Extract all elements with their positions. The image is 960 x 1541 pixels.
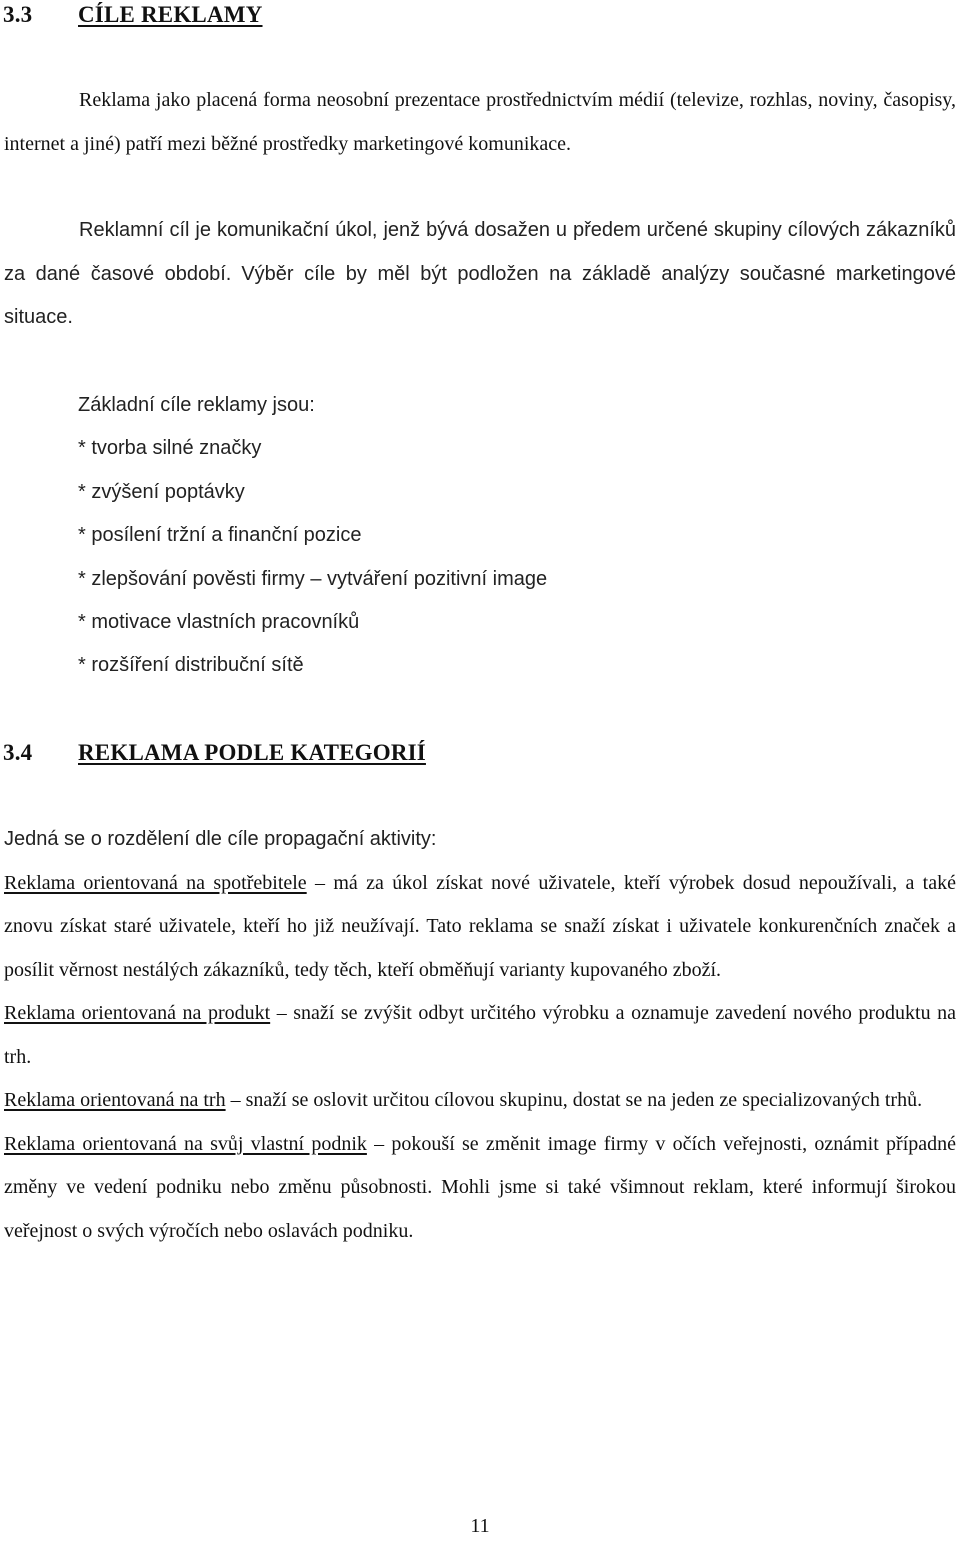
category-item: Reklama orientovaná na trh – snaží se oslovit určitou cílovou skupinu, dostat se na jeden ze specializovaných trhů. bbox=[4, 1089, 923, 1111]
categories-block bbox=[4, 818, 956, 1253]
list-item: * zlepšování pověsti firmy – vytváření pozitivní image bbox=[78, 567, 548, 590]
section-title: CÍLE REKLAMY bbox=[78, 2, 263, 27]
category-item: Reklama orientovaná na produkt – snaží se zvýšit odbyt určitého výrobku a oznamuje zavedení nového produktu na trh. bbox=[4, 1002, 956, 1068]
list-item: * rozšíření distribuční sítě bbox=[78, 654, 304, 677]
category-item: Reklama orientovaná na svůj vlastní podnik – pokouší se změnit image firmy v očích veřejnosti, oznámit případné změny ve vedení podniku nebo změnu působnosti. Mohli jsme si také všimnout reklam, které informují širokou veřejnost o svých výročích nebo oslavách podniku. bbox=[4, 1132, 957, 1242]
category-term: Reklama orientovaná na spotřebitele bbox=[4, 871, 307, 894]
section-heading-3-3 bbox=[3, 2, 263, 28]
section-number: 3.3 bbox=[3, 2, 33, 27]
category-term: Reklama orientovaná na svůj vlastní podnik bbox=[4, 1132, 367, 1155]
section-heading-3-4 bbox=[3, 740, 426, 766]
category-item: Reklama orientovaná na spotřebitele – má za úkol získat nové uživatele, kteří výrobek dosud nepoužívali, a také znovu získat staré uživatele, kteří ho již neužívají. Tato reklama se snaží získat i uživatele konkurenčních značek a posílit věrnost nestálých zákazníků, tedy těch, kteří obměňují varianty kupovaného zboží. bbox=[4, 871, 956, 981]
paragraph-goal-part2: Výběr cíle by měl být podložen na základě analýzy současné marketingové situace. bbox=[4, 262, 956, 328]
category-term: Reklama orientovaná na produkt bbox=[4, 1002, 271, 1024]
paragraph-intro: Reklama jako placená forma neosobní prezentace prostřednictvím médií (televize, rozhlas, noviny, časopisy, internet a jiné) patří mezi běžné prostředky marketingové komunikace. bbox=[4, 89, 956, 155]
list-item: * posílení tržní a finanční pozice bbox=[78, 524, 362, 547]
list-item: * zvýšení poptávky bbox=[78, 480, 245, 503]
list-item: * tvorba silné značky bbox=[78, 437, 262, 460]
section-number: 3.4 bbox=[3, 740, 33, 765]
goals-list bbox=[78, 384, 547, 688]
paragraph-goal bbox=[4, 209, 956, 340]
category-term: Reklama orientovaná na trh bbox=[4, 1089, 226, 1111]
paragraph-goal-part1: Reklamní cíl je komunikační úkol, jenž bývá dosažen u předem určené skupiny cílových zákazníků za dané časové období. bbox=[4, 219, 956, 285]
section-title: REKLAMA PODLE KATEGORIÍ bbox=[78, 740, 426, 765]
categories-intro: Jedná se o rozdělení dle cíle propagační aktivity: bbox=[4, 828, 437, 850]
list-intro: Základní cíle reklamy jsou: bbox=[78, 394, 315, 416]
list-item: * motivace vlastních pracovníků bbox=[78, 611, 360, 634]
page-number: 11 bbox=[470, 1515, 490, 1537]
